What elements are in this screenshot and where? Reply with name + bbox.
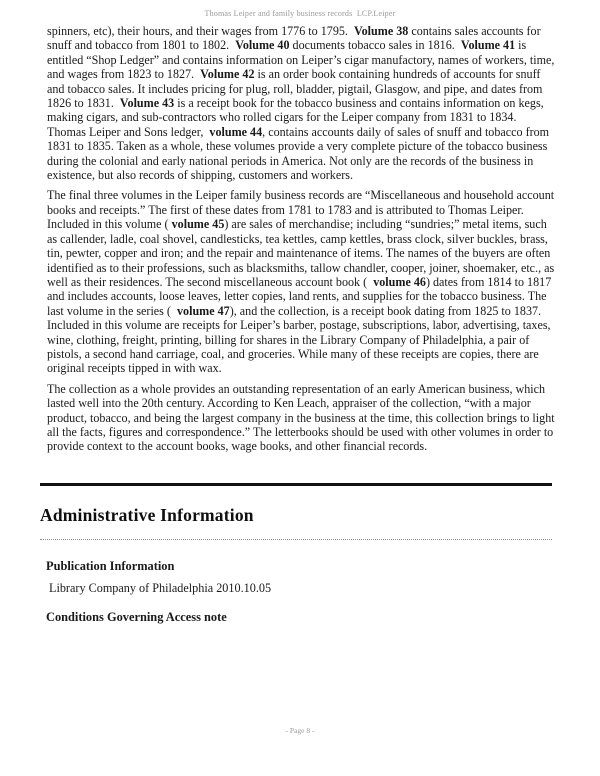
volume-reference: volume 47: [176, 303, 230, 318]
paragraph-text: ) dates from 1814 to 1817 and includes accounts, loose leaves, letter copies, land rents, and supplies for the tobacco business. The last volume in the series (: [47, 274, 555, 318]
publication-info-text: Library Company of Philadelphia 2010.10.05: [49, 581, 272, 595]
running-header: Thomas Leiper and family business records LCP.Leiper: [204, 9, 396, 18]
section-title: Administrative Information: [40, 505, 254, 525]
paragraph-text: spinners, etc), their hours, and their wages from 1776 to 1795.: [47, 24, 354, 38]
subsection-heading-conditions-governing-access: Conditions Governing Access note: [46, 610, 227, 624]
paragraphs: [47, 24, 556, 460]
paragraph: [47, 188, 556, 375]
subsection-heading-publication-information: Publication Information: [46, 559, 175, 573]
volume-reference: volume 46: [373, 274, 426, 289]
paragraph-text: is entitled “Shop Ledger” and contains information on Leiper’s cigar manufactory, names of workers, time, and wages from 1823 to 1827.: [47, 38, 558, 82]
volume-reference: Volume 43: [119, 96, 175, 111]
paragraph-text: The final three volumes in the Leiper family business records are “Miscellaneous and household account books and receipts.” The first of these dates from 1781 to 1783 and is attributed to Thomas Leiper. Included in this volume (: [47, 188, 558, 232]
volume-reference: volume 44: [209, 124, 263, 139]
paragraph-text: The collection as a whole provides an outstanding representation of an early American business, which lasted well into the 20th century. According to Ken Leach, appraiser of the collection, “with a major product, tobacco, and being the largest company in the business at the time, this collection brings to light all the facts, figures and correspondence.” The letterbooks should be used with other volumes in order to provide context to the account books, wage books, and other financial records.: [47, 381, 558, 454]
volume-reference: Volume 40: [235, 38, 290, 53]
paragraph-text: documents tobacco sales in 1816.: [289, 38, 461, 53]
volume-reference: volume 45: [171, 217, 225, 232]
paragraph: [47, 24, 556, 182]
page-number-footer: - Page 8 -: [285, 726, 315, 735]
paragraph: [47, 382, 556, 454]
paragraph-text: ), and the collection, is a receipt book dating from 1825 to 1837. Included in this volume are receipts for Leiper’s barber, postage, subscriptions, labor, advertising, taxes, wine, clothing, freight, printing, billing for shares in the Library Company of Philadelphia, a pair of pistols, a second hand carriage, coal, and groceries. While many of these receipts are copies, there are original receipts tipped in with wax.: [47, 303, 554, 376]
dotted-rule: [40, 539, 552, 540]
volume-reference: Volume 38: [353, 24, 409, 38]
paragraph-text: is an order book containing hundreds of accounts for snuff and tobacco sales. It includes pricing for plug, roll, bladder, pigtail, Glasgow, and pipe, and dates from 1826 to 1831.: [47, 67, 546, 111]
section-divider-rule: [40, 483, 552, 486]
paragraph-text: ) are sales of merchandise; including “sundries;” metal items, such as callender, ladle, coal shovel, candlesticks, tea kettles, camp kettles, brass clock, silver buckles, brass, tin, pewter, copper and iron; and the repair and maintenance of items. The names of the buyers are often identified as to their professions, such as blacksmiths, tallow chandler, cooper, joiner, shoemaker, etc., as well as their residences. The second miscellaneous account book (: [47, 217, 558, 289]
paragraph-text: contains sales accounts for snuff and tobacco from 1801 to 1802.: [47, 24, 544, 53]
volume-reference: Volume 42: [200, 67, 255, 82]
paragraph-text: is a receipt book for the tobacco business and contains information on kegs, making cigars, and sub-contractors who rolled cigars for the Leiper company from 1831 to 1834. Thomas Leiper and Sons ledger,: [47, 96, 547, 139]
volume-reference: Volume 41: [460, 38, 516, 53]
paragraph-text: , contains accounts daily of sales of snuff and tobacco from 1831 to 1835. Taken as a whole, these volumes provide a very complete picture of the tobacco business during the colonial and early national periods in America. Not only are the records of the business in existence, but also records of shipping, customers and workers.: [47, 124, 553, 183]
